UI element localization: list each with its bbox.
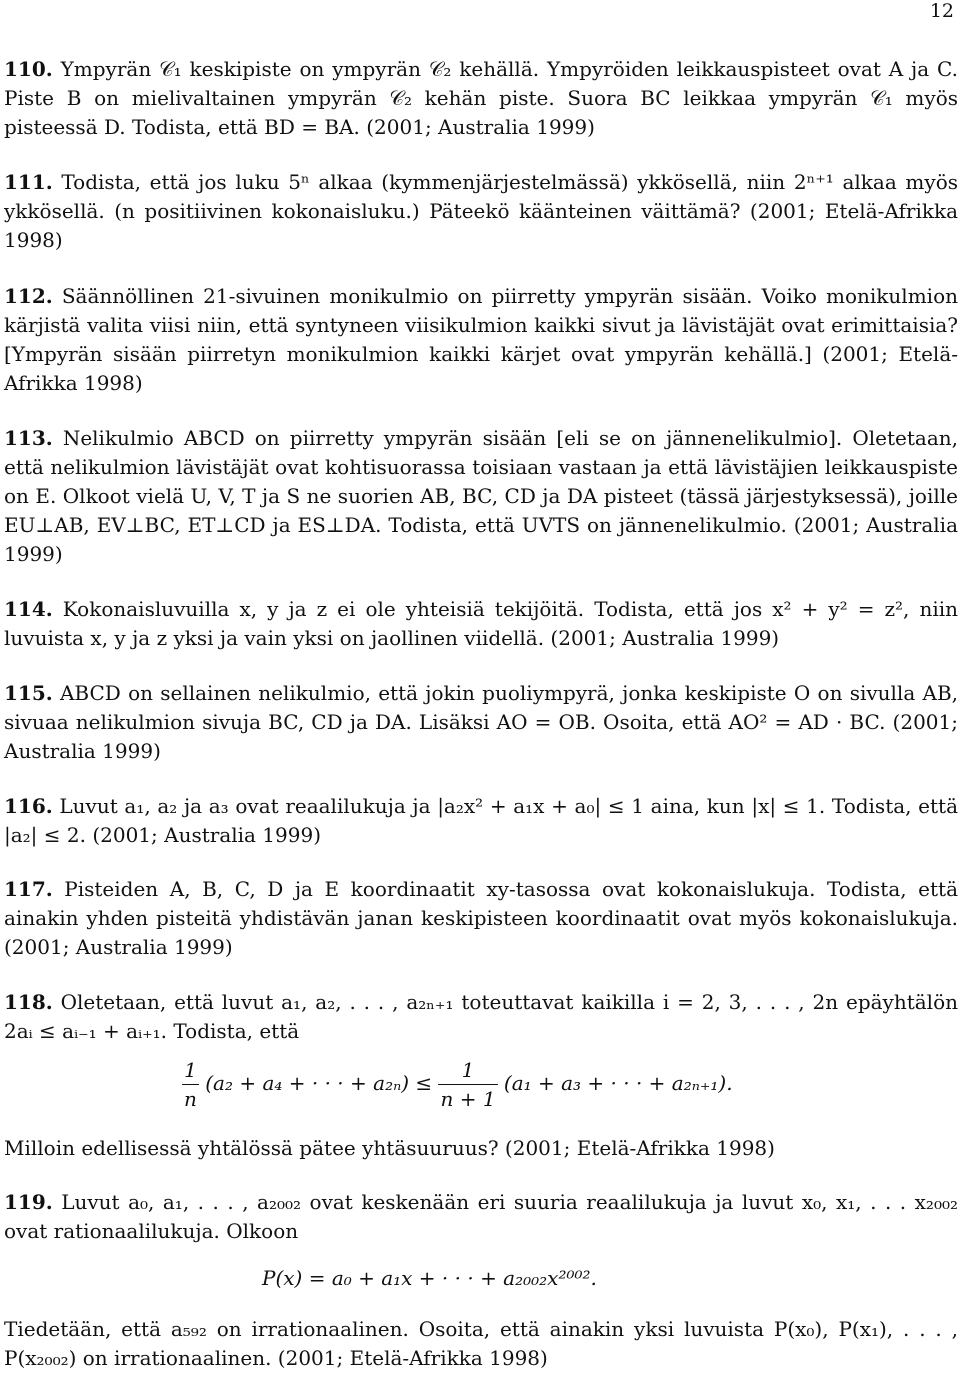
- problem-118-followup: Milloin edellisessä yhtälössä pätee yhtäsuuruus? (2001; Etelä-Afrikka 1998): [4, 1136, 775, 1160]
- page-number: 12: [929, 0, 954, 22]
- fraction-denominator: n + 1: [440, 1087, 496, 1111]
- equation-tail: (a₁ + a₃ + · · · + a₂ₙ₊₁).: [503, 1071, 733, 1095]
- problem-119: [4, 1188, 958, 1246]
- problem-label: 113.: [4, 426, 53, 450]
- problem-116: [4, 792, 958, 850]
- problem-label: 116.: [4, 794, 53, 818]
- problem-text: Todista, että jos luku 5ⁿ alkaa (kymmenjärjestelmässä) ykkösellä, niin 2ⁿ⁺¹ alkaa myös ykkösellä. (n positiivinen kokonaisluku.) Päteekö käänteinen väittämä? (2001; Etelä-Afrikka 1998): [4, 170, 959, 252]
- problem-110: [4, 55, 958, 142]
- fraction-numerator: 1: [182, 1056, 199, 1085]
- fraction-numerator: 1: [438, 1056, 497, 1085]
- problem-117: [4, 875, 958, 962]
- equation-118: [182, 1056, 733, 1113]
- equation-119: P(x) = a₀ + a₁x + · · · + a₂₀₀₂x²⁰⁰².: [262, 1266, 597, 1290]
- problem-label: 117.: [4, 877, 53, 901]
- problem-label: 112.: [4, 284, 53, 308]
- problem-text: Pisteiden A, B, C, D ja E koordinaatit xy-tasossa ovat kokonaislukuja. Todista, että ainakin yhden pisteitä yhdistävän janan keskipisteen koordinaatit ovat myös kokonaislukuja. (2001; Australia 1999): [4, 877, 958, 959]
- problem-text: Luvut a₁, a₂ ja a₃ ovat reaalilukuja ja |a₂x² + a₁x + a₀| ≤ 1 aina, kun |x| ≤ 1. Todista, että |a₂| ≤ 2. (2001; Australia 1999): [4, 794, 959, 847]
- equation-middle: (a₂ + a₄ + · · · + a₂ₙ) ≤: [205, 1071, 433, 1095]
- problem-113: [4, 424, 958, 569]
- problem-label: 110.: [4, 57, 53, 81]
- problem-112: [4, 282, 958, 398]
- problem-text: ABCD on sellainen nelikulmio, että jokin puoliympyrä, jonka keskipiste O on sivulla AB, sivuaa nelikulmion sivuja BC, CD ja DA. Lisäksi AO = OB. Osoita, että AO² = AD · BC. (2001; Australia 1999): [4, 681, 958, 763]
- problem-text: Oletetaan, että luvut a₁, a₂, . . . , a₂ₙ₊₁ toteuttavat kaikilla i = 2, 3, . . . , 2n epäyhtälön 2aᵢ ≤ aᵢ₋₁ + aᵢ₊₁. Todista, että: [4, 990, 959, 1043]
- problem-text: Säännöllinen 21-sivuinen monikulmio on piirretty ympyrän sisään. Voiko monikulmion kärjistä valita viisi niin, että syntyneen viisikulmion kaikki sivut ja lävistäjät ovat erimittaisia? [Ympyrän sisään piirretyn monikulmion kaikki kärjet ovat ympyrän kehällä.] (2001; Etelä-Afrikka 1998): [4, 284, 958, 395]
- problem-label: 119.: [4, 1190, 53, 1214]
- problem-label: 111.: [4, 170, 53, 194]
- problem-118: [4, 988, 958, 1046]
- problem-label: 115.: [4, 681, 53, 705]
- problem-label: 118.: [4, 990, 53, 1014]
- fraction-denominator: n: [184, 1087, 197, 1111]
- problem-text: Luvut a₀, a₁, . . . , a₂₀₀₂ ovat keskenään eri suuria reaalilukuja ja luvut x₀, x₁, . . . x₂₀₀₂ ovat rationaalilukuja. Olkoon: [4, 1190, 959, 1243]
- problem-119-followup: Tiedetään, että a₅₉₂ on irrationaalinen. Osoita, että ainakin yksi luvuista P(x₀), P(x₁), . . . , P(x₂₀₀₂) on irrationaalinen. (2001; Etelä-Afrikka 1998): [4, 1317, 958, 1370]
- problem-text: Kokonaisluvuilla x, y ja z ei ole yhteisiä tekijöitä. Todista, että jos x² + y² = z², niin luvuista x, y ja z yksi ja vain yksi on jaollinen viidellä. (2001; Australia 1999): [4, 597, 959, 650]
- problem-111: [4, 168, 958, 255]
- problem-text: Nelikulmio ABCD on piirretty ympyrän sisään [eli se on jännenelikulmio]. Oletetaan, että nelikulmion lävistäjät ovat kohtisuorassa toisiaan vastaan ja että lävistäjien leikkauspiste on E. Olkoot vielä U, V, T ja S ne suorien AB, BC, CD ja DA pisteet (tässä järjestyksessä), joille EU⊥AB, EV⊥BC, ET⊥CD ja ES⊥DA. Todista, että UVTS on jännenelikulmio. (2001; Australia 1999): [4, 426, 958, 566]
- problem-114: [4, 595, 958, 653]
- problem-label: 114.: [4, 597, 53, 621]
- problem-115: [4, 679, 958, 766]
- fraction-right: [438, 1056, 497, 1113]
- problem-text: Ympyrän 𝒞₁ keskipiste on ympyrän 𝒞₂ kehällä. Ympyröiden leikkauspisteet ovat A ja C. Piste B on mielivaltainen ympyrän 𝒞₂ kehän piste. Suora BC leikkaa ympyrän 𝒞₁ myös pisteessä D. Todista, että BD = BA. (2001; Australia 1999): [4, 57, 958, 139]
- fraction-left: [182, 1056, 199, 1113]
